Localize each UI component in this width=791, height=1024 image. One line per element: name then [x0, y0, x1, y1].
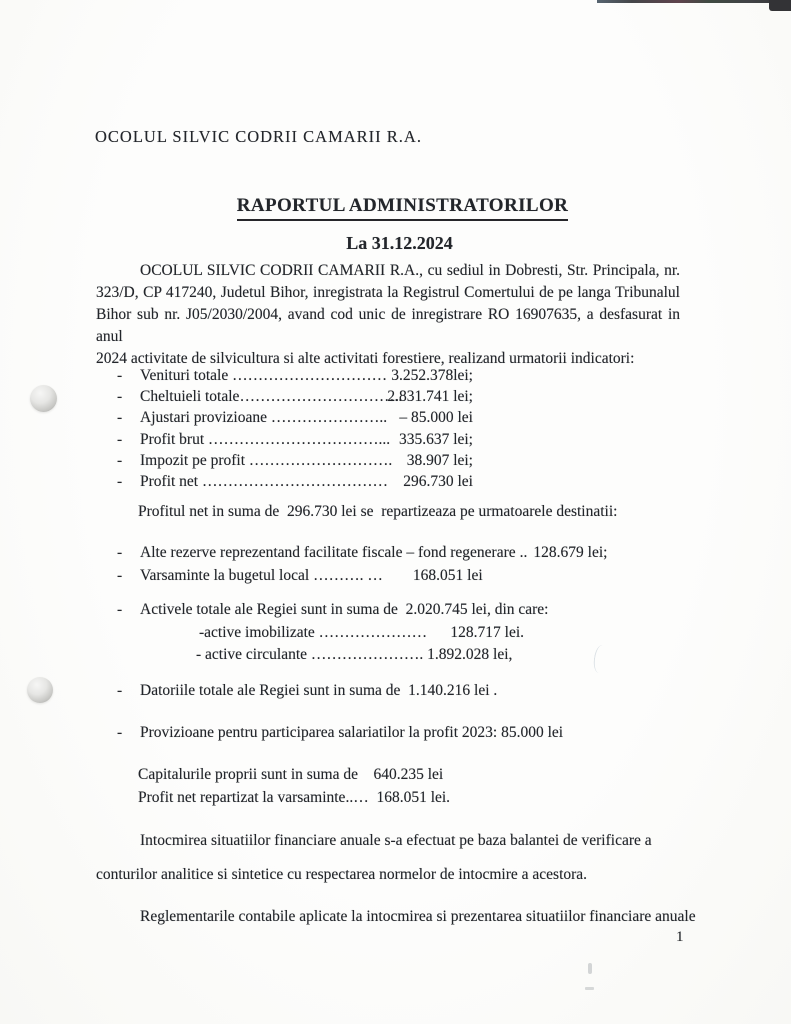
- bullet-dash: -: [117, 567, 123, 584]
- report-title: RAPORTUL ADMINISTRATORILOR: [237, 195, 569, 221]
- indicator-value: – 85.000 lei: [399, 409, 473, 427]
- indicator-label: Impozit pe profit: [140, 451, 246, 469]
- dot-leader: ……………………….: [245, 451, 393, 469]
- indicator-row-profit-net: [117, 471, 473, 492]
- closing-line: Intocmirea situatiilor financiare anuale s-a efectuat pe baza balantei de verificare a: [140, 832, 652, 849]
- intro-line: OCOLUL SILVIC CODRII CAMARII R.A., cu sediul in Dobresti, Str. Principala, nr.: [140, 262, 680, 279]
- company-name: OCOLUL SILVIC CODRII CAMARII R.A.: [95, 127, 422, 146]
- indicator-value: 2.831.741 lei;: [387, 388, 473, 406]
- bullet-dash: -: [117, 367, 123, 384]
- indicator-value: 296.730 lei: [403, 473, 473, 491]
- assets-total-row: [117, 601, 548, 619]
- report-title-row: [0, 195, 791, 221]
- bullet-dash: -: [117, 451, 123, 469]
- assets-total-text: Activele totale ale Regiei sunt in suma de 2.020.745 lei, din care:: [140, 601, 549, 618]
- scan-artifact-top-line: [597, 0, 791, 3]
- scan-artifact-smudge: [588, 963, 592, 974]
- indicator-value: 3.252.378lei;: [391, 367, 473, 384]
- provisions-row: [117, 724, 563, 742]
- equity-block: [138, 764, 450, 809]
- dot-leader: …………………………: [228, 367, 388, 384]
- closing-paragraph-1: [96, 824, 686, 892]
- indicator-label: Cheltuieli totale: [140, 388, 240, 406]
- indicator-label: Profit brut: [140, 430, 205, 448]
- indicator-list: [117, 365, 473, 492]
- dot-leader: ..: [519, 544, 528, 561]
- scan-artifact-smudge: [585, 987, 594, 990]
- destination-value: 168.051 lei: [412, 567, 483, 584]
- dot-leader: …………………..: [266, 409, 388, 427]
- assets-fixed-row: -active imobilizate ………………… 128.717 lei.: [199, 624, 525, 641]
- debts-total-text: Datoriile totale ale Regiei sunt in suma de 1.140.216 lei .: [140, 682, 498, 699]
- indicator-label: Ajustari provizioane: [140, 409, 267, 427]
- indicator-row-cheltuieli-totale: [117, 386, 473, 407]
- bullet-dash: -: [117, 601, 123, 618]
- intro-line: 2024 activitate de silvicultura si alte activitati forestiere, realizand urmatorii indicatori:: [96, 350, 635, 367]
- provisions-text: Provizioane pentru participarea salariatilor la profit 2023: 85.000 lei: [140, 724, 564, 741]
- scan-artifact-corner: [769, 0, 791, 11]
- equity-line: Capitalurile proprii sunt in suma de 640.235 lei: [138, 766, 444, 783]
- destination-label: Varsaminte la bugetul local: [140, 567, 310, 584]
- bullet-dash: -: [117, 388, 123, 406]
- dot-leader: …………………………..: [239, 388, 403, 406]
- indicator-row-profit-brut: [117, 429, 473, 450]
- punch-hole-top: [30, 385, 57, 412]
- destination-value: 128.679 lei;: [533, 544, 608, 561]
- destination-row-alte-rezerve: [117, 541, 607, 564]
- intro-line: Bihor sub nr. J05/2030/2004, avand cod unic de inregistrare RO 16907635, a desfasurat in anul: [96, 306, 684, 345]
- profit-allocation-intro: Profitul net in suma de 296.730 lei se repartizeaza pe urmatoarele destinatii:: [138, 503, 618, 520]
- bullet-dash: -: [117, 409, 123, 427]
- indicator-value: 38.907 lei;: [406, 451, 473, 469]
- destination-row-varsaminte: [117, 564, 607, 587]
- dot-leader: ……………………………...: [204, 430, 391, 448]
- intro-paragraph: [96, 260, 684, 370]
- dot-leader: ………. …: [313, 567, 383, 584]
- punch-hole-bottom: [27, 677, 53, 703]
- intro-line: 323/D, CP 417240, Judetul Bihor, inregistrata la Registrul Comertului de pe langa Tribunalul: [96, 284, 680, 301]
- indicator-value: 335.637 lei;: [398, 430, 473, 448]
- bullet-dash: -: [117, 473, 123, 491]
- indicator-label: Profit net: [140, 473, 199, 491]
- equity-line: Profit net repartizat la varsaminte..… 168.051 lei.: [138, 788, 451, 806]
- indicator-row-ajustari-provizioane: [117, 407, 473, 428]
- report-date: La 31.12.2024: [346, 233, 453, 253]
- destination-list: [117, 541, 607, 587]
- closing-line: conturilor analitice si sintetice cu respectarea normelor de intocmire a acestora.: [96, 866, 588, 883]
- bullet-dash: -: [117, 430, 123, 448]
- debts-total-row: [117, 682, 497, 700]
- bullet-dash: -: [117, 544, 123, 561]
- scan-artifact-paren: [592, 644, 609, 674]
- bullet-dash: -: [117, 724, 123, 741]
- page-number: 1: [676, 929, 684, 945]
- bullet-dash: -: [117, 682, 123, 699]
- indicator-row-venituri-totale: [117, 365, 473, 386]
- assets-current-row: - active circulante …………………. 1.892.028 lei,: [196, 646, 513, 663]
- indicator-row-impozit-pe-profit: [117, 450, 473, 471]
- destination-label: Alte rezerve reprezentand facilitate fiscale – fond regenerare: [140, 544, 516, 561]
- dot-leader: ………………………………: [198, 473, 388, 491]
- indicator-label: Venituri totale: [140, 367, 229, 384]
- report-date-row: [0, 233, 791, 254]
- closing-paragraph-2: Reglementarile contabile aplicate la intocmirea si prezentarea situatiilor financiare anuale: [140, 908, 696, 925]
